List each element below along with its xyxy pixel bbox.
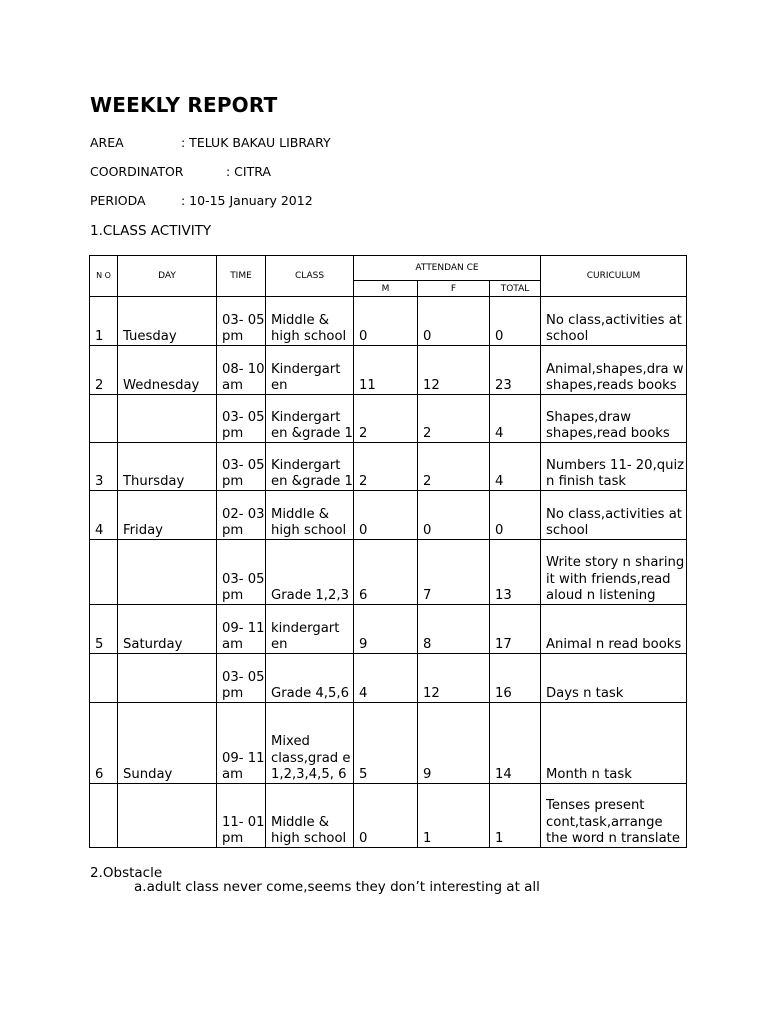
header-attendance: ATTENDAN CE — [354, 256, 541, 281]
cell-m: 0 — [354, 784, 418, 848]
page-title: WEEKLY REPORT — [90, 93, 278, 117]
header-no: N O — [90, 256, 118, 297]
cell-f: 0 — [418, 491, 490, 540]
header-total: TOTAL — [490, 281, 541, 297]
cell-time: 02- 03 pm — [217, 491, 266, 540]
cell-curriculum: No class,activities at school — [541, 297, 687, 346]
cell-total: 17 — [490, 605, 541, 654]
cell-f: 12 — [418, 654, 490, 703]
cell-day: Friday — [118, 491, 217, 540]
cell-f: 7 — [418, 540, 490, 605]
cell-no: 4 — [90, 491, 118, 540]
header-m: M — [354, 281, 418, 297]
cell-f: 12 — [418, 346, 490, 395]
perioda-value: : 10-15 January 2012 — [181, 193, 313, 208]
class-activity-table — [89, 255, 687, 848]
cell-m: 2 — [354, 443, 418, 491]
cell-no: 1 — [90, 297, 118, 346]
cell-no — [90, 540, 118, 605]
table-row — [90, 443, 687, 491]
cell-class: Kindergart en &grade 1 — [266, 395, 354, 443]
cell-f: 2 — [418, 443, 490, 491]
cell-no: 5 — [90, 605, 118, 654]
table-body — [90, 297, 687, 848]
coordinator-row — [90, 164, 271, 179]
cell-no: 2 — [90, 346, 118, 395]
obstacle-item-a: a.adult class never come,seems they don’t interesting at all — [134, 879, 540, 895]
cell-f: 8 — [418, 605, 490, 654]
cell-class: Mixed class,grad e 1,2,3,4,5, 6 — [266, 703, 354, 784]
cell-curriculum: Days n task — [541, 654, 687, 703]
section-obstacle: 2.Obstacle — [90, 865, 163, 881]
header-curriculum: CURICULUM — [541, 256, 687, 297]
cell-m: 0 — [354, 297, 418, 346]
cell-day: Wednesday — [118, 346, 217, 395]
cell-curriculum: Animal n read books — [541, 605, 687, 654]
cell-m: 2 — [354, 395, 418, 443]
cell-m: 5 — [354, 703, 418, 784]
cell-time: 03- 05 pm — [217, 443, 266, 491]
cell-total: 23 — [490, 346, 541, 395]
cell-class: Middle & high school — [266, 297, 354, 346]
coordinator-label: COORDINATOR — [90, 164, 184, 179]
cell-day — [118, 654, 217, 703]
table-row — [90, 297, 687, 346]
cell-class: Kindergart en &grade 1 — [266, 443, 354, 491]
cell-no — [90, 654, 118, 703]
cell-total: 4 — [490, 395, 541, 443]
cell-time: 03- 05 pm — [217, 395, 266, 443]
table-row — [90, 605, 687, 654]
cell-m: 9 — [354, 605, 418, 654]
table-row — [90, 395, 687, 443]
cell-day — [118, 540, 217, 605]
cell-f: 9 — [418, 703, 490, 784]
table-row — [90, 491, 687, 540]
cell-total: 0 — [490, 491, 541, 540]
cell-class: Middle & high school — [266, 491, 354, 540]
cell-time: 11- 01 pm — [217, 784, 266, 848]
cell-time: 09- 11 am — [217, 703, 266, 784]
header-f: F — [418, 281, 490, 297]
cell-class: Grade 1,2,3 — [266, 540, 354, 605]
cell-time: 03- 05 pm — [217, 540, 266, 605]
table-row — [90, 540, 687, 605]
cell-time: 08- 10 am — [217, 346, 266, 395]
cell-time: 03- 05 pm — [217, 654, 266, 703]
cell-m: 11 — [354, 346, 418, 395]
cell-class: Kindergart en — [266, 346, 354, 395]
cell-curriculum: Animal,shapes,dra w shapes,reads books — [541, 346, 687, 395]
cell-curriculum: No class,activities at school — [541, 491, 687, 540]
area-row — [90, 135, 331, 150]
cell-no: 6 — [90, 703, 118, 784]
cell-total: 0 — [490, 297, 541, 346]
cell-total: 16 — [490, 654, 541, 703]
cell-curriculum: Shapes,draw shapes,read books — [541, 395, 687, 443]
cell-time: 03- 05 pm — [217, 297, 266, 346]
cell-no: 3 — [90, 443, 118, 491]
cell-f: 2 — [418, 395, 490, 443]
cell-day — [118, 395, 217, 443]
cell-m: 0 — [354, 491, 418, 540]
cell-class: Grade 4,5,6 — [266, 654, 354, 703]
area-label: AREA — [90, 135, 124, 150]
area-value: : TELUK BAKAU LIBRARY — [181, 135, 331, 150]
cell-day: Saturday — [118, 605, 217, 654]
cell-f: 0 — [418, 297, 490, 346]
cell-curriculum: Tenses present cont,task,arrange the word n translate — [541, 784, 687, 848]
perioda-label: PERIODA — [90, 193, 146, 208]
cell-total: 14 — [490, 703, 541, 784]
table-row — [90, 654, 687, 703]
cell-time: 09- 11 am — [217, 605, 266, 654]
header-day: DAY — [118, 256, 217, 297]
cell-curriculum: Month n task — [541, 703, 687, 784]
cell-no — [90, 395, 118, 443]
table-row — [90, 784, 687, 848]
coordinator-value: : CITRA — [226, 164, 271, 179]
header-class: CLASS — [266, 256, 354, 297]
cell-day: Tuesday — [118, 297, 217, 346]
cell-day: Thursday — [118, 443, 217, 491]
cell-class: kindergart en — [266, 605, 354, 654]
section-class-activity: 1.CLASS ACTIVITY — [90, 223, 212, 239]
cell-m: 6 — [354, 540, 418, 605]
cell-total: 4 — [490, 443, 541, 491]
header-time: TIME — [217, 256, 266, 297]
cell-day: Sunday — [118, 703, 217, 784]
cell-m: 4 — [354, 654, 418, 703]
cell-day — [118, 784, 217, 848]
cell-total: 13 — [490, 540, 541, 605]
table-row — [90, 703, 687, 784]
cell-class: Middle & high school — [266, 784, 354, 848]
perioda-row — [90, 193, 313, 208]
cell-curriculum: Write story n sharing it with friends,read aloud n listening — [541, 540, 687, 605]
cell-curriculum: Numbers 11- 20,quiz n finish task — [541, 443, 687, 491]
cell-no — [90, 784, 118, 848]
table-row — [90, 346, 687, 395]
cell-total: 1 — [490, 784, 541, 848]
cell-f: 1 — [418, 784, 490, 848]
